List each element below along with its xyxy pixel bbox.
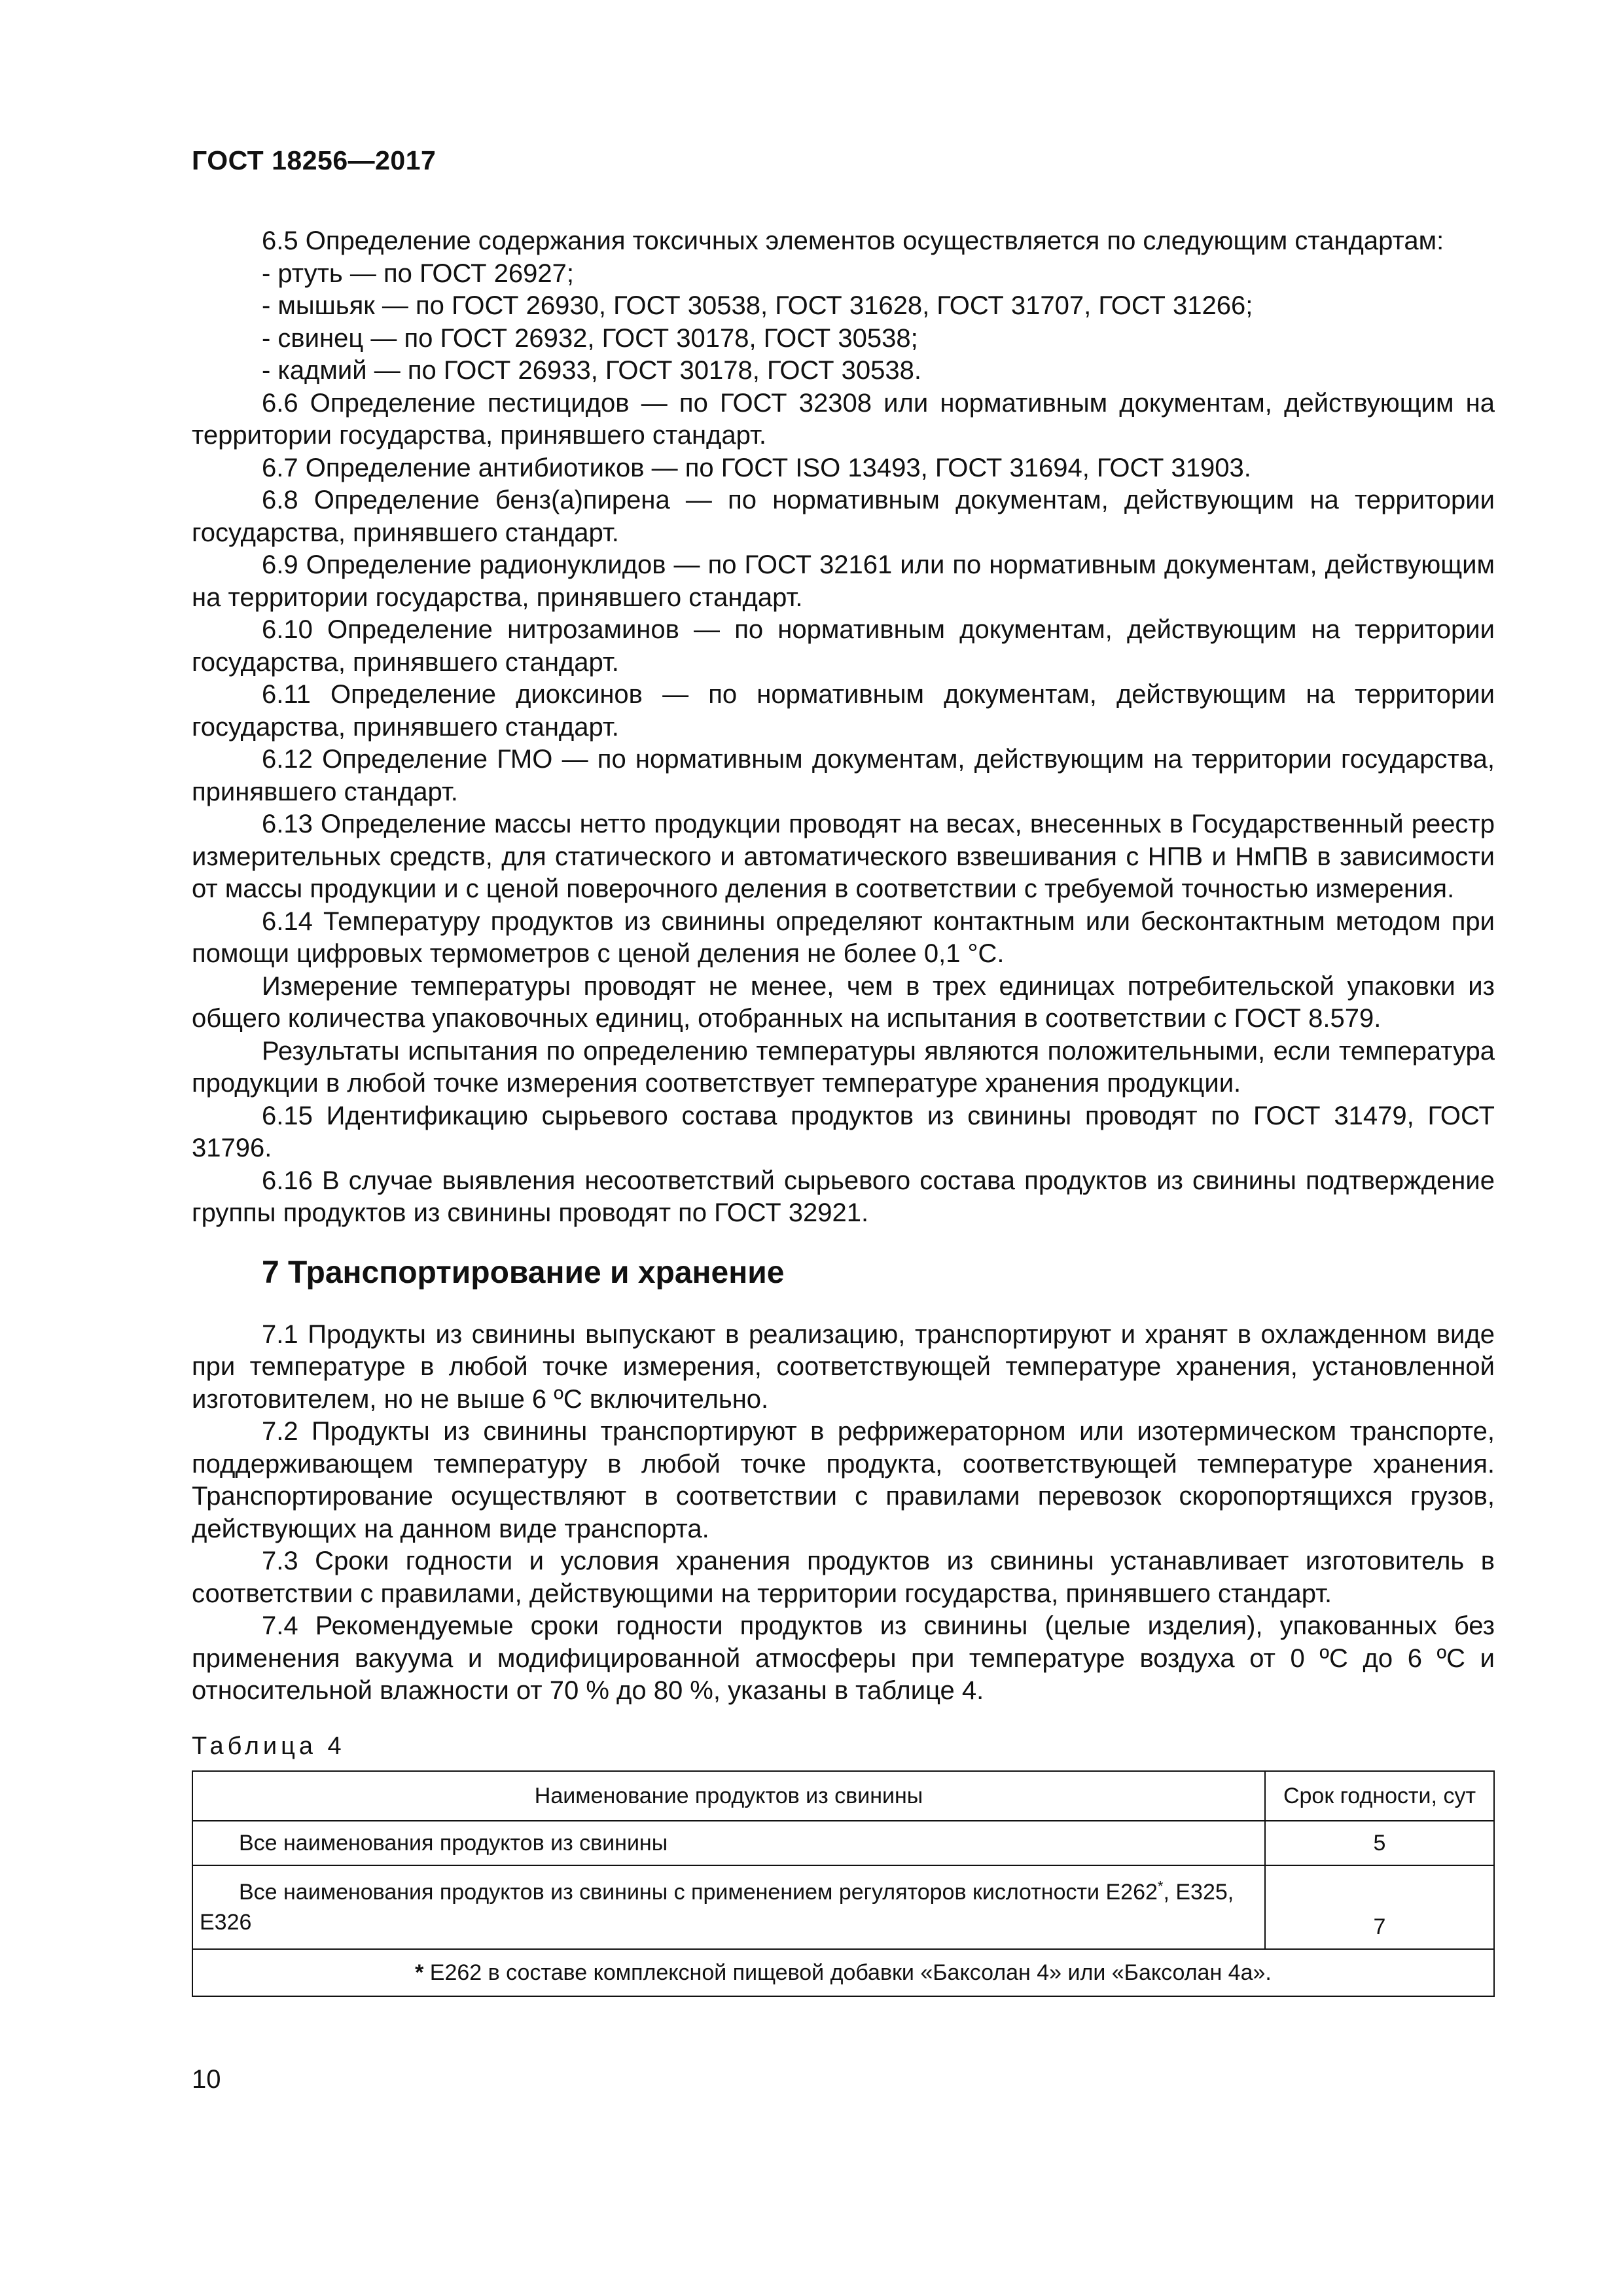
paragraph-6-14-results: Результаты испытания по определению температуры являются положительными, если температура продукции в любой точке измерения соответствует температуре хранения продукции. — [192, 1036, 1495, 1098]
table-cell-term: 7 — [1265, 1865, 1494, 1949]
footnote-text: Е262 в составе комплексной пищевой добавки «Баксолан 4» или «Баксолан 4а». — [423, 1960, 1272, 1985]
footnote-marker: * — [415, 1960, 424, 1985]
paragraph-6-5: 6.5 Определение содержания токсичных элементов осуществляется по следующим стандартам: — [262, 226, 1444, 255]
list-item: - свинец — по ГОСТ 26932, ГОСТ 30178, ГОСТ 30538; — [262, 323, 918, 353]
paragraph-6-15: 6.15 Идентификацию сырьевого состава продуктов из свинины проводят по ГОСТ 31479, ГОСТ 31796. — [192, 1101, 1495, 1162]
table-caption: Таблица 4 — [192, 1732, 346, 1760]
table-cell-name — [192, 1865, 1265, 1949]
paragraph-7-4: 7.4 Рекомендуемые сроки годности продуктов из свинины (целые изделия), упакованных без применения вакуума и модифицированной атмосферы при температуре воздуха от 0 ºС до 6 ºС и относительной влажности от 70 % до 80 %, указаны в таблице 4. — [192, 1611, 1495, 1705]
paragraph-7-1: 7.1 Продукты из свинины выпускают в реализацию, транспортируют и хранят в охлажденном виде при температуре в любой точке измерения, соответствующей температуре хранения, установленной изготовителем, но не выше 6 ºС включительно. — [192, 1319, 1495, 1414]
paragraph-6-16: 6.16 В случае выявления несоответствий сырьевого состава продуктов из свинины подтверждение группы продуктов из свинины проводят по ГОСТ 32921. — [192, 1166, 1495, 1227]
column-header-name: Наименование продуктов из свинины — [192, 1771, 1265, 1821]
paragraph-7-2: 7.2 Продукты из свинины транспортируют в рефрижераторном или изотермическом транспорте, поддерживающем температуру в любой точке продукта, соответствующей температуре хранения. Транспортирование осуществляют в соответствии с правилами перевозок скоропортящихся грузов, действующих на данном виде транспорта. — [192, 1417, 1495, 1543]
table-cell-term: 5 — [1265, 1821, 1494, 1865]
paragraph-6-14: 6.14 Температуру продуктов из свинины определяют контактным или бесконтактным методом при помощи цифровых термометров с ценой деления не более 0,1 °С. — [192, 906, 1495, 968]
cell-text: Все наименования продуктов из свинины — [239, 1830, 668, 1856]
paragraph-6-6: 6.6 Определение пестицидов — по ГОСТ 32308 или нормативным документам, действующим на территории государства, принявшего стандарт. — [192, 388, 1495, 450]
table-row — [192, 1865, 1494, 1949]
paragraph-7-3: 7.3 Сроки годности и условия хранения продуктов из свинины устанавливает изготовитель в соответствии с правилами, действующими на территории государства, принявшего стандарт. — [192, 1547, 1495, 1608]
paragraph-6-14-measurement: Измерение температуры проводят не менее, чем в трех единицах потребительской упаковки из общего количества упаковочных единиц, отобранных на испытания в соответствии с ГОСТ 8.579. — [192, 971, 1495, 1033]
table-row — [192, 1821, 1494, 1865]
table-cell-name — [192, 1821, 1265, 1865]
section-7-heading: 7 Транспортирование и хранение — [262, 1255, 785, 1290]
table-4 — [192, 1770, 1495, 1997]
table-footnote — [192, 1949, 1494, 1996]
paragraph-6-9: 6.9 Определение радионуклидов — по ГОСТ 32161 или по нормативным документам, действующим на территории государства, принявшего стандарт. — [192, 550, 1495, 612]
cell-text: , Е325, Е326 — [200, 1879, 1234, 1935]
list-item: - мышьяк — по ГОСТ 26930, ГОСТ 30538, ГОСТ 31628, ГОСТ 31707, ГОСТ 31266; — [262, 291, 1253, 320]
list-item: - кадмий — по ГОСТ 26933, ГОСТ 30178, ГОСТ 30538. — [262, 356, 921, 385]
page-number: 10 — [192, 2065, 221, 2094]
paragraph-6-7: 6.7 Определение антибиотиков — по ГОСТ ISO 13493, ГОСТ 31694, ГОСТ 31903. — [262, 453, 1251, 482]
cell-text: Все наименования продуктов из свинины с применением регуляторов кислотности Е262 — [239, 1879, 1158, 1905]
paragraph-6-12: 6.12 Определение ГМО — по нормативным документам, действующим на территории государства, принявшего стандарт. — [192, 745, 1495, 806]
table-header-row — [192, 1771, 1494, 1821]
table-footnote-row — [192, 1949, 1494, 1996]
paragraph-6-11: 6.11 Определение диоксинов — по нормативным документам, действующим на территории государства, принявшего стандарт. — [192, 680, 1495, 742]
paragraph-6-10: 6.10 Определение нитрозаминов — по нормативным документам, действующим на территории государства, принявшего стандарт. — [192, 615, 1495, 677]
column-header-term: Срок годности, сут — [1265, 1771, 1494, 1821]
footnote-marker: * — [1157, 1878, 1164, 1895]
paragraph-6-13: 6.13 Определение массы нетто продукции проводят на весах, внесенных в Государственный реестр измерительных средств, для статического и автоматического взвешивания с НПВ и НмПВ в зависимости от массы продукции и с ценой поверочного деления в соответствии с требуемой точностью измерения. — [192, 810, 1495, 903]
document-header: ГОСТ 18256—2017 — [192, 145, 437, 175]
list-item: - ртуть — по ГОСТ 26927; — [262, 259, 574, 288]
document-body — [192, 225, 1495, 1997]
paragraph-6-8: 6.8 Определение бенз(а)пирена — по нормативным документам, действующим на территории государства, принявшего стандарт. — [192, 486, 1495, 547]
